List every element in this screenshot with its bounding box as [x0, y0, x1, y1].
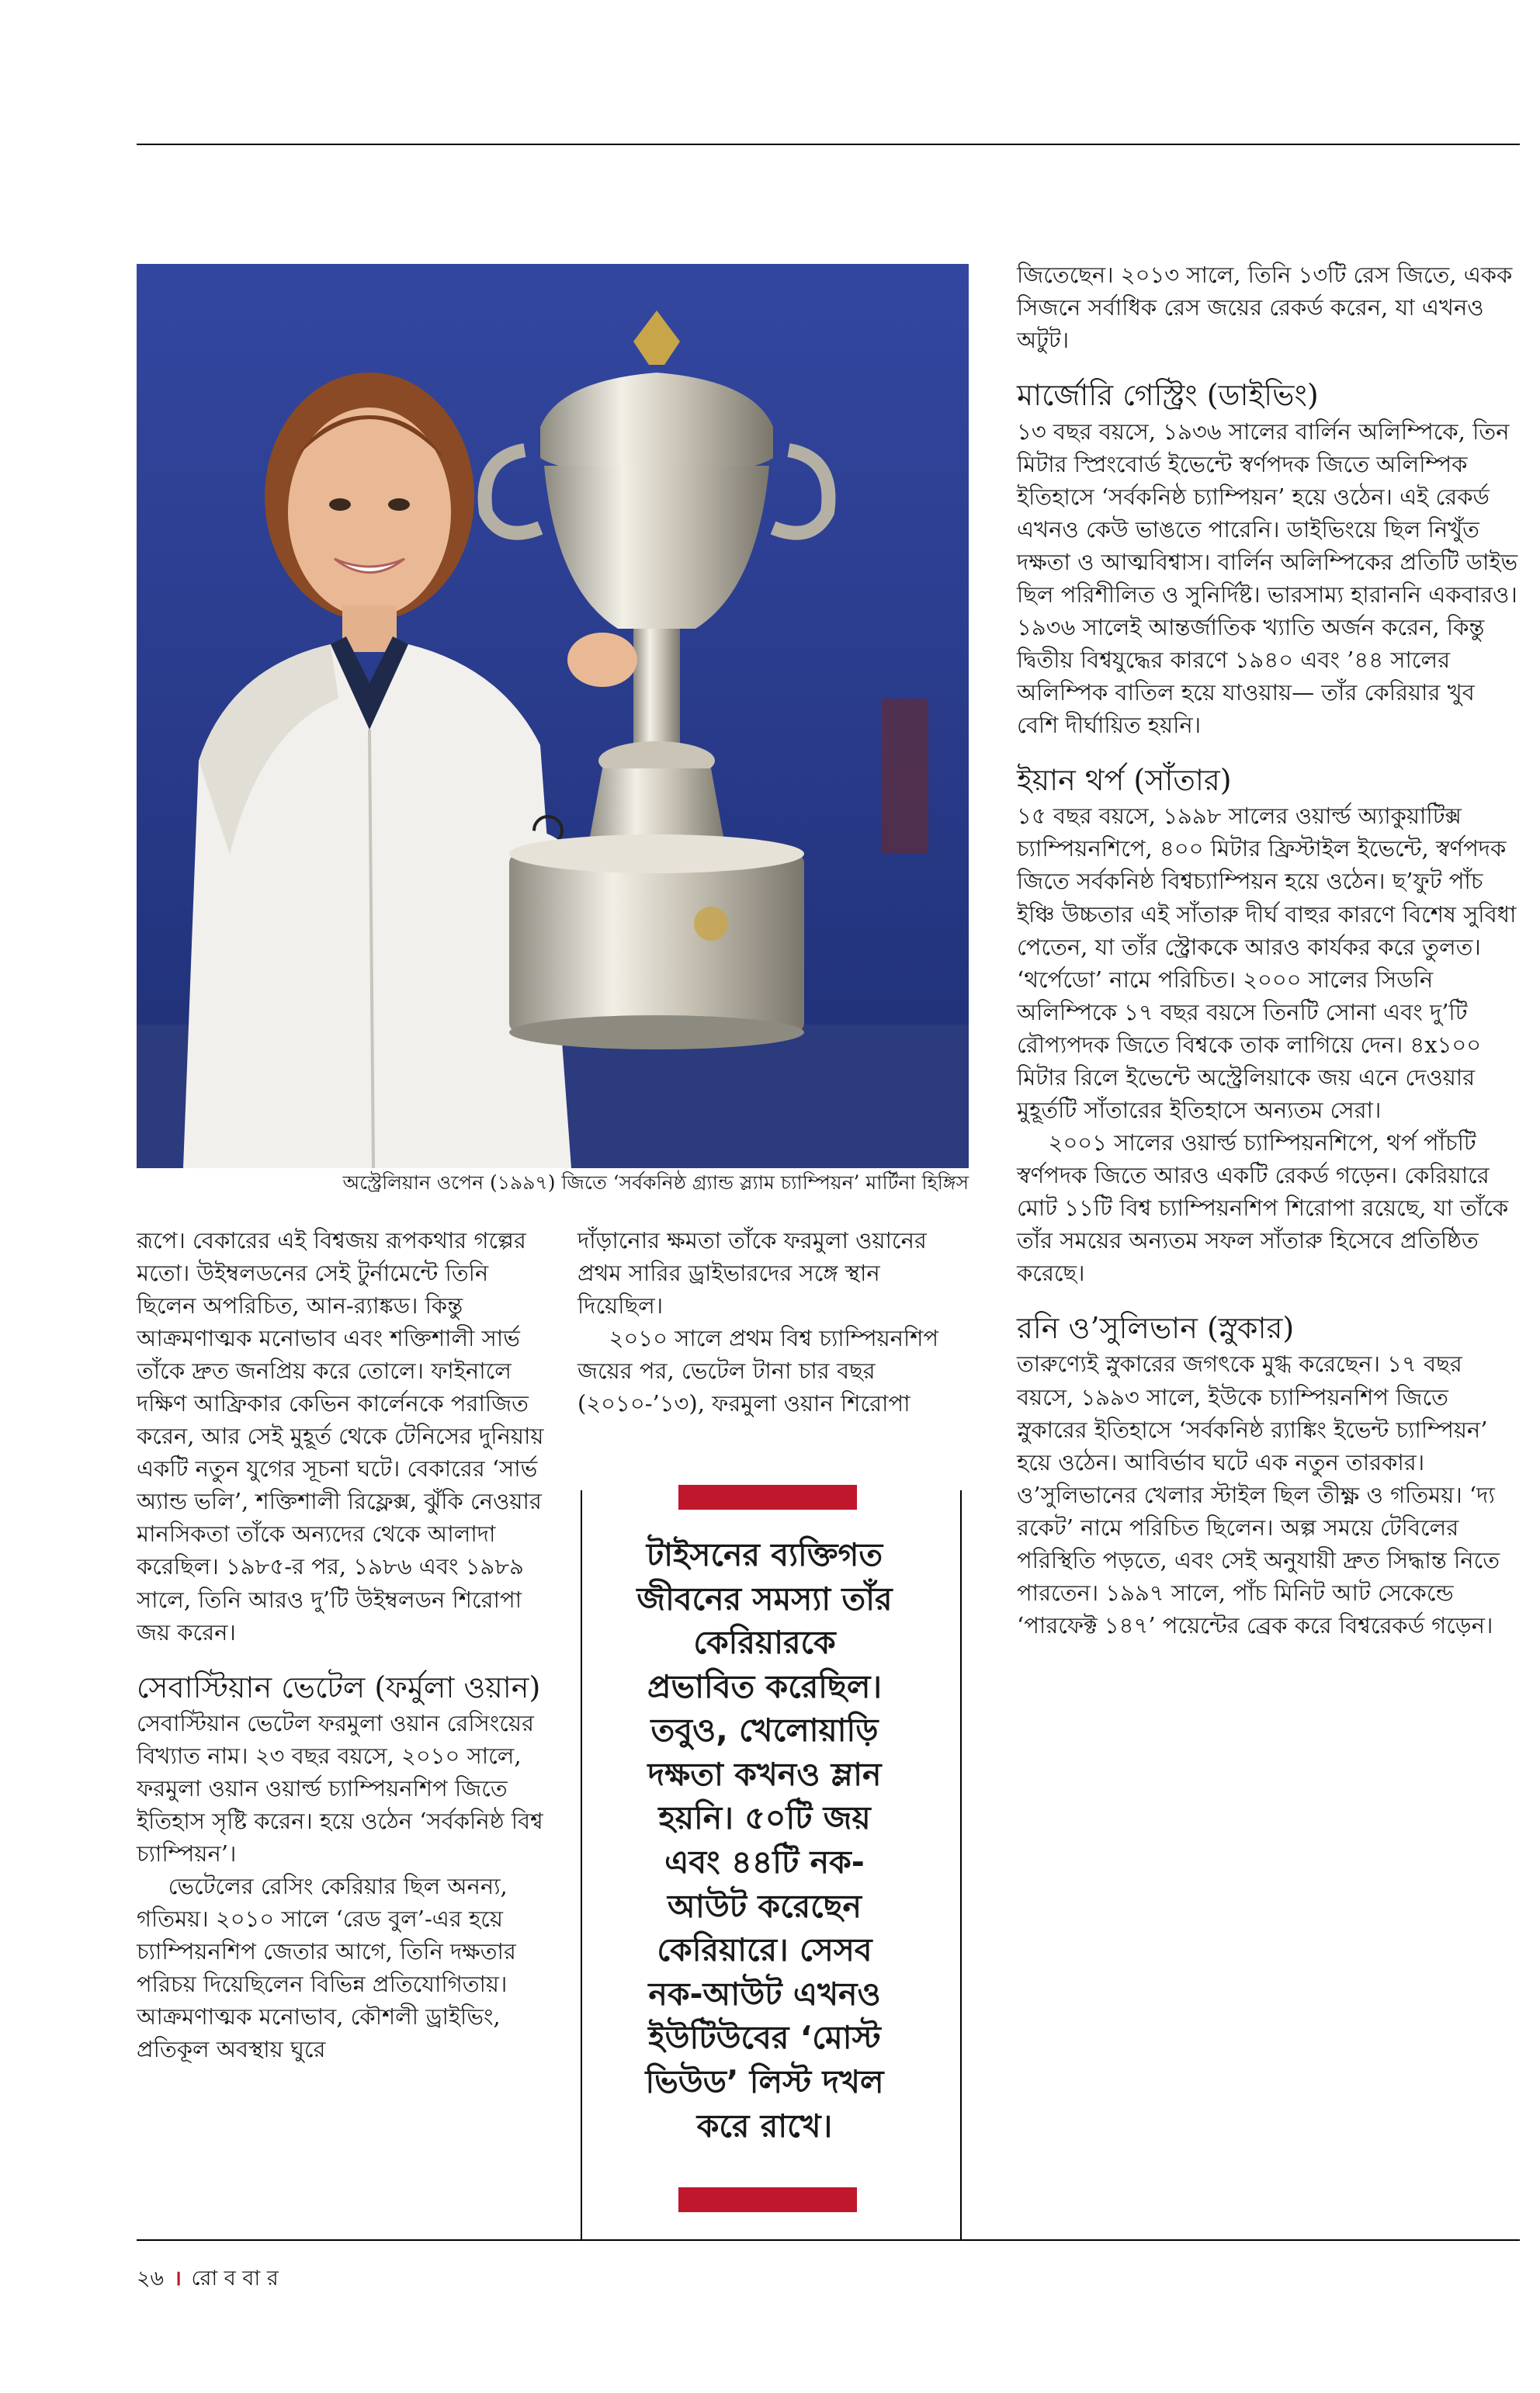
- top-rule: [137, 144, 1520, 145]
- col1-heading-vettel: সেবাস্টিয়ান ভেটেল (ফর্মুলা ওয়ান): [137, 1670, 541, 1705]
- col1-paragraph-2: সেবাস্টিয়ান ভেটেল ফরমুলা ওয়ান রেসিংয়ের বিখ্যাত নাম। ২৩ বছর বয়সে, ২০১০ সালে, ফরমুলা ওয়ান ওয়ার্ল্ড চ্যাম্পিয়নশিপ জিতে ইতিহাস সৃষ্টি করেন। হয়ে ওঠেন ‘সর্বকনিষ্ঠ বিশ্ব চ্যাম্পিয়ন’।: [137, 1710, 543, 1868]
- col3-paragraph-1: জিতেছেন। ২০১৩ সালে, তিনি ১৩টি রেস জিতে, একক সিজনে সর্বাধিক রেস জয়ের রেকর্ড করেন, যা এখনও অটুট।: [1017, 262, 1513, 354]
- col1-paragraph-3: ভেটেলের রেসিং কেরিয়ার ছিল অনন্য, গতিময়। ২০১০ সালে ‘রেড বুল’-এর হয়ে চ্যাম্পিয়নশিপ জেতার আগে, তিনি দক্ষতার পরিচয় দিয়েছিলেন বিভিন্ন প্রতিযোগিতায়। আক্রমণাত্মক মনোভাব, কৌশলী ড্রাইভিং, প্রতিকূল অবস্থায় ঘুরে: [137, 1873, 516, 2063]
- pullquote-top-bar: [678, 1485, 857, 1510]
- col1-paragraph-1: রূপে। বেকারের এই বিশ্বজয় রূপকথার গল্পের মতো। উইম্বলডনের সেই টুর্নামেন্টে তিনি ছিলেন অপরিচিত, আন-র‍্যাঙ্কড। কিন্তু আক্রমণাত্মক মনোভাব এবং শক্তিশালী সার্ভ তাঁকে দ্রুত জনপ্রিয় করে তোলে। ফাইনালে দক্ষিণ আফ্রিকার কেভিন কার্লেনকে পরাজিত করেন, আর সেই মুহূর্ত থেকে টেনিসের দুনিয়ায় একটি নতুন যুগের সূচনা ঘটে। বেকারের ‘সার্ভ অ্যান্ড ভলি’, শক্তিশালী রিফ্লেক্স, ঝুঁকি নেওয়ার মানসিকতা তাঁকে অন্যদের থেকে আলাদা করেছিল। ১৯৮৫-র পর, ১৯৮৬ এবং ১৯৮৯ সালে, তিনি আরও দু’টি উইম্বলডন শিরোপা জয় করেন।: [137, 1227, 544, 1646]
- footer-separator: ।: [173, 2266, 182, 2291]
- page-number: ২৬: [137, 2266, 165, 2291]
- hingis-trophy-photo: [137, 264, 969, 1168]
- col3-paragraph-2: ১৩ বছর বয়সে, ১৯৩৬ সালের বার্লিন অলিম্পিকে, তিন মিটার স্প্রিংবোর্ড ইভেন্টে স্বর্ণপদক জিতে অলিম্পিক ইতিহাসে ‘সর্বকনিষ্ঠ চ্যাম্পিয়ন’ হয়ে ওঠেন। এই রেকর্ড এখনও কেউ ভাঙতে পারেনি। ডাইভিংয়ে ছিল নিখুঁত দক্ষতা ও আত্মবিশ্বাস। বার্লিন অলিম্পিকের প্রতিটি ডাইভ ছিল পরিশীলিত ও সুনির্দিষ্ট। ভারসাম্য হারাননি একবারও। ১৯৩৬ সালেই আন্তর্জাতিক খ্যাতি অর্জন করেন, কিন্তু দ্বিতীয় বিশ্বযুদ্ধের কারণে ১৯৪০ এবং ’৪৪ সালের অলিম্পিক বাতিল হয়ে যাওয়ায়— তাঁর কেরিয়ার খুব বেশি দীর্ঘায়িত হয়নি।: [1017, 418, 1518, 738]
- column-divider-left: [581, 1490, 582, 2239]
- col3-paragraph-5: তারুণ্যেই স্নুকারের জগৎকে মুগ্ধ করেছেন। ১৭ বছর বয়সে, ১৯৯৩ সালে, ইউকে চ্যাম্পিয়নশিপ জিতে স্নুকারের ইতিহাসে ‘সর্বকনিষ্ঠ র‍্যাঙ্কিং ইভেন্ট চ্যাম্পিয়ন’ হয়ে ওঠেন। আবির্ভাব ঘটে এক নতুন তারকার। ও’সুলিভানের খেলার স্টাইল ছিল তীক্ষ্ণ ও গতিময়। ‘দ্য রকেট’ নামে পরিচিত ছিলেন। অল্প সময়ে টেবিলের পরিস্থিতি পড়তে, এবং সেই অনুযায়ী দ্রুত সিদ্ধান্ত নিতে পারতেন। ১৯৯৭ সালে, পাঁচ মিনিট আট সেকেন্ডে ‘পারফেক্ট ১৪৭’ পয়েন্টের ব্রেক করে বিশ্বরেকর্ড গড়েন।: [1017, 1351, 1500, 1639]
- col3-heading-gestring: মার্জোরি গেস্ট্রিং (ডাইভিং): [1017, 378, 1319, 413]
- col2-paragraph-1: দাঁড়ানোর ক্ষমতা তাঁকে ফরমুলা ওয়ানের প্রথম সারির ড্রাইভারদের সঙ্গে স্থান দিয়েছিল।: [578, 1227, 927, 1320]
- bottom-rule: [137, 2239, 1520, 2241]
- column-1: [137, 1224, 552, 2066]
- pullquote-bottom-bar: [678, 2187, 857, 2212]
- column-3: [1017, 258, 1518, 1642]
- magazine-name: রো ব বা র: [191, 2266, 279, 2291]
- page-footer: [137, 2263, 279, 2298]
- photo-caption: অস্ট্রেলিয়ান ওপেন (১৯৯৭) জিতে ‘সর্বকনিষ্ঠ গ্র্যান্ড স্ল্যাম চ্যাম্পিয়ন’ মার্টিনা হিঙ্গিস: [342, 1171, 969, 1194]
- col2-paragraph-2: ২০১০ সালে প্রথম বিশ্ব চ্যাম্পিয়নশিপ জয়ের পর, ভেটেল টানা চার বছর (২০১০-’১৩), ফরমুলা ওয়ান শিরোপা: [578, 1325, 939, 1417]
- column-2: [578, 1224, 967, 1420]
- pull-quote: টাইসনের ব্যক্তিগত জীবনের সমস্যা তাঁর কেরিয়ারকে প্রভাবিত করেছিল। তবুও, খেলোয়াড়ি দক্ষতা কখনও ম্লান হয়নি। ৫০টি জয় এবং ৪৪টি নক-আউট করেছেন কেরিয়ারে। সেসব নক-আউট এখনও ইউটিউবের ‘মোস্ট ভিউড’ লিস্ট দখল করে রাখে।: [636, 1536, 893, 2145]
- col3-paragraph-4: ২০০১ সালের ওয়ার্ল্ড চ্যাম্পিয়নশিপে, থর্প পাঁচটি স্বর্ণপদক জিতে আরও একটি রেকর্ড গড়েন। কেরিয়ারে মোট ১১টি বিশ্ব চ্যাম্পিয়নশিপ শিরোপা রয়েছে, যা তাঁকে তাঁর সময়ের অন্যতম সফল সাঁতারু হিসেবে প্রতিষ্ঠিত করেছে।: [1017, 1129, 1509, 1287]
- col3-paragraph-3: ১৫ বছর বয়সে, ১৯৯৮ সালের ওয়ার্ল্ড অ্যাকুয়াটিক্স চ্যাম্পিয়নশিপে, ৪০০ মিটার ফ্রিস্টাইল ইভেন্টে, স্বর্ণপদক জিতে সর্বকনিষ্ঠ বিশ্বচ্যাম্পিয়ন হয়ে ওঠেন। ছ’ফুট পাঁচ ইঞ্চি উচ্চতার এই সাঁতারু দীর্ঘ বাহুর কারণে বিশেষ সুবিধা পেতেন, যা তাঁর স্ট্রোককে আরও কার্যকর করে তুলত। ‘থর্পেডো’ নামে পরিচিত। ২০০০ সালের সিডনি অলিম্পিকে ১৭ বছর বয়সে তিনটি সোনা এবং দু’টি রৌপ্যপদক জিতে বিশ্বকে তাক লাগিয়ে দেন। ৪x১০০ মিটার রিলে ইভেন্টে অস্ট্রেলিয়াকে জয় এনে দেওয়ার মুহূর্তটি সাঁতারের ইতিহাসে অন্যতম সেরা।: [1017, 803, 1517, 1123]
- col3-heading-thorpe: ইয়ান থর্প (সাঁতার): [1017, 763, 1232, 797]
- col3-heading-osullivan: রনি ও’সুলিভান (স্নুকার): [1017, 1311, 1295, 1346]
- column-divider-right: [960, 1490, 962, 2239]
